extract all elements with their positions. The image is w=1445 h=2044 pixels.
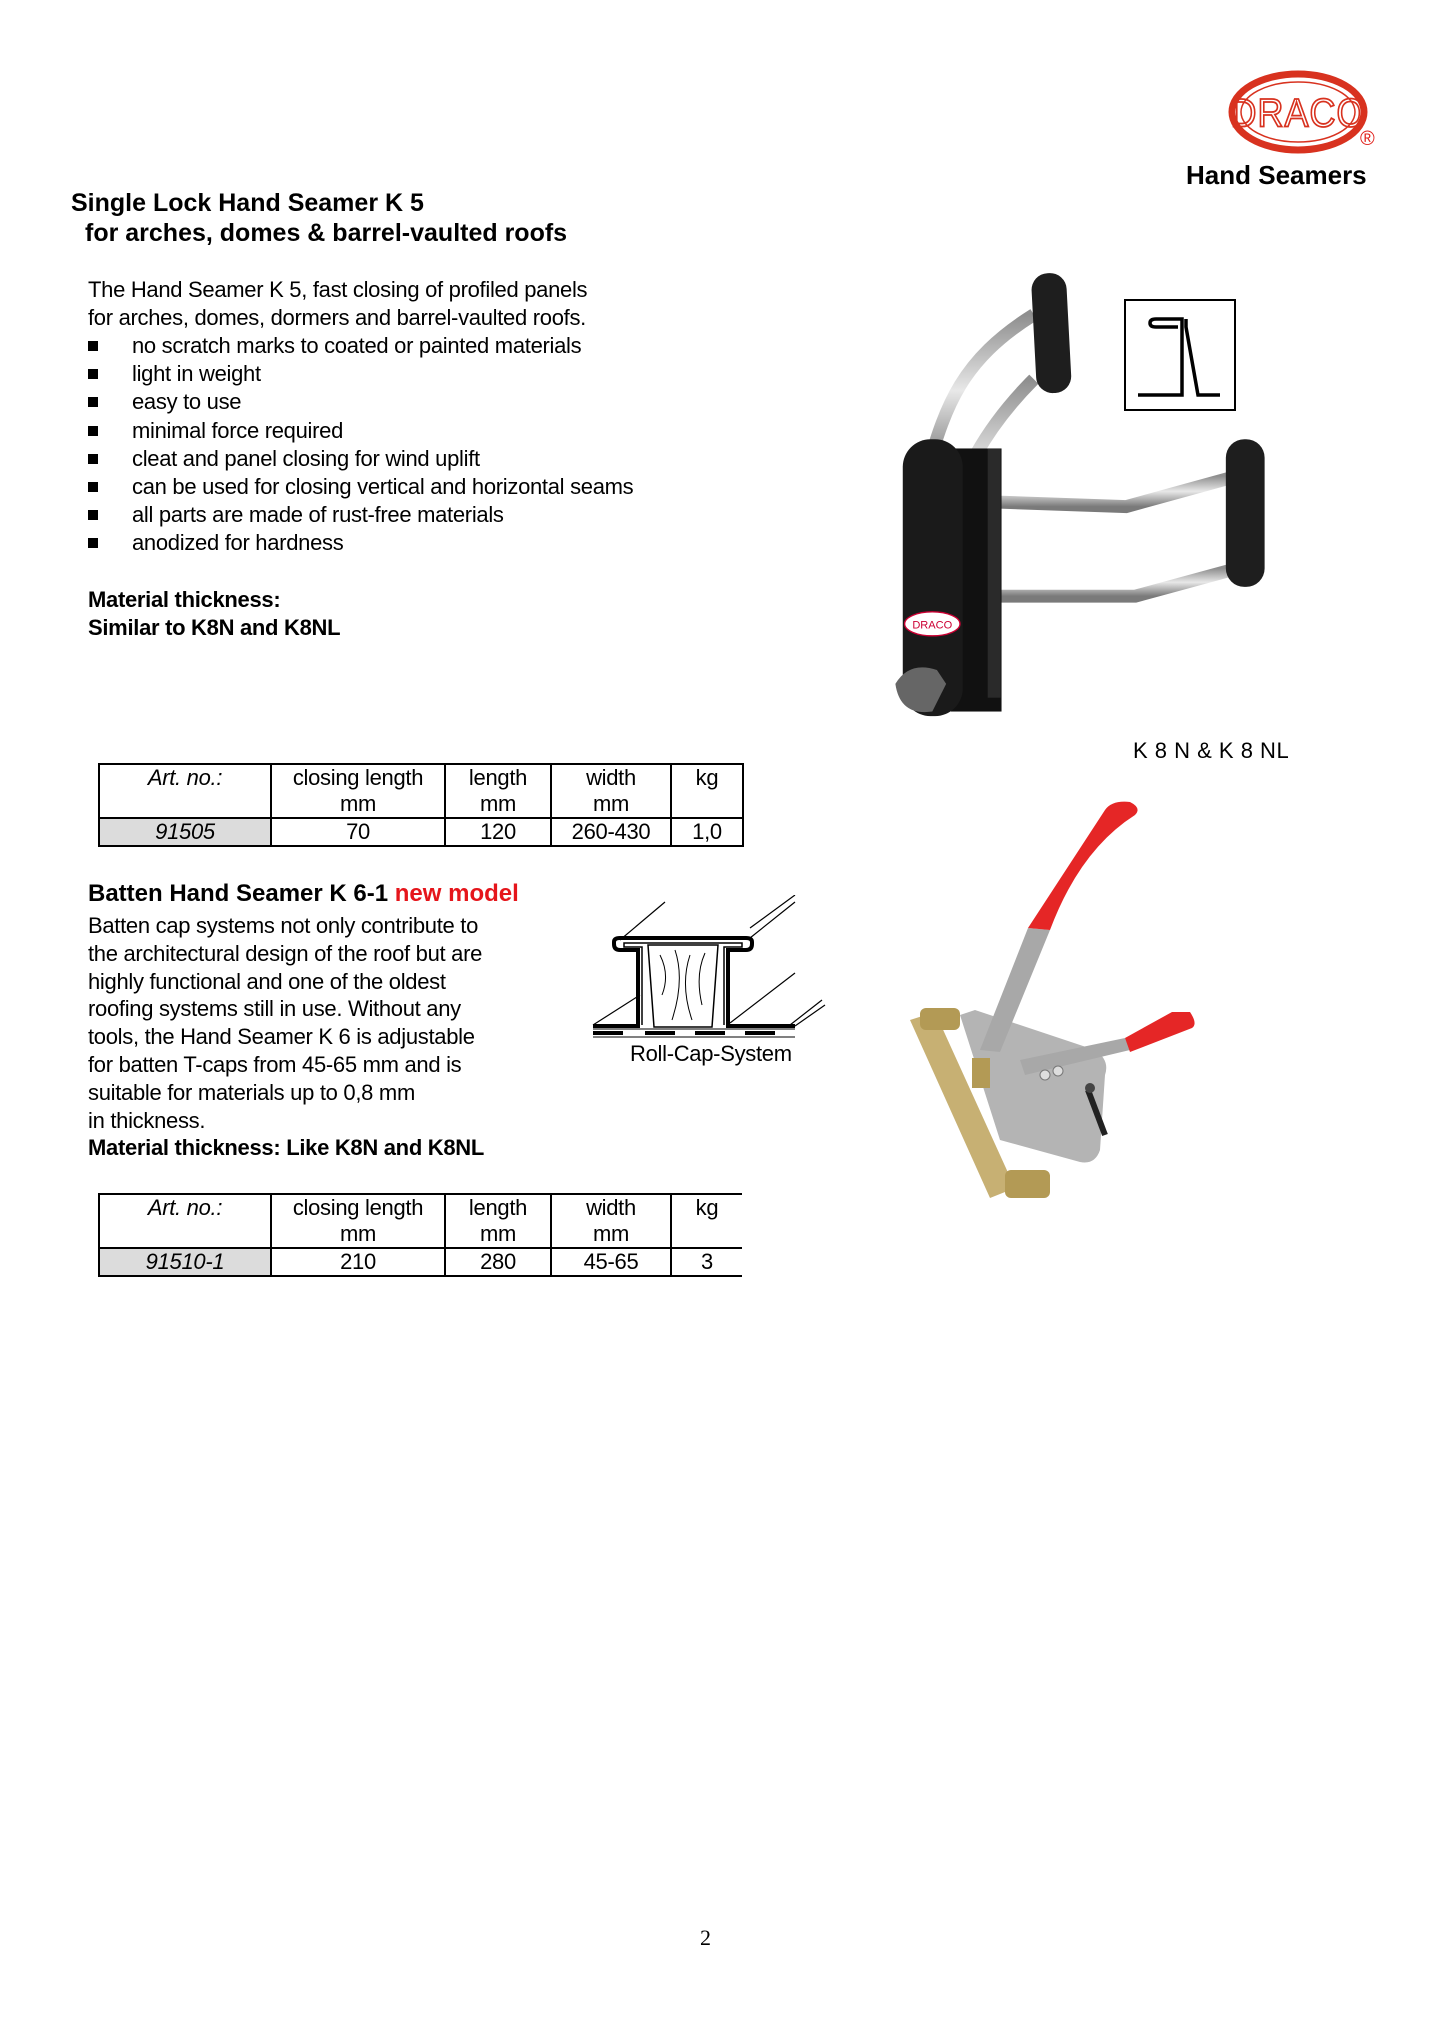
k5-intro-line: The Hand Seamer K 5, fast closing of profiled panels [88, 277, 588, 302]
header-art-no: Art. no.: [99, 764, 271, 818]
description-line: Batten cap systems not only contribute to [88, 913, 479, 938]
header-closing-length: closing length mm [271, 764, 445, 818]
svg-text:DRACO: DRACO [912, 619, 953, 632]
roll-cap-system-diagram [590, 895, 840, 1045]
brand-text: DRACO [1230, 91, 1366, 136]
header-length: length mm [445, 1194, 551, 1248]
square-bullet-icon [88, 397, 98, 407]
k8-image-caption: K 8 N & K 8 NL [1133, 738, 1290, 763]
header-width: width mm [551, 1194, 671, 1248]
list-item [88, 388, 633, 416]
cell-closing-length: 210 [271, 1248, 445, 1276]
header-kg: kg [671, 764, 743, 818]
description-line: for batten T-caps from 45-65 mm and is [88, 1051, 462, 1077]
cell-kg: 1,0 [671, 818, 743, 846]
feature-text: minimal force required [132, 417, 344, 443]
k5-heading [71, 188, 567, 248]
description-line: suitable for materials up to 0,8 mm [88, 1079, 415, 1105]
material-label: Material thickness: [88, 587, 281, 612]
table-header-row [99, 1194, 742, 1248]
k5-intro-line: for arches, domes, dormers and barrel-vaulted roofs. [88, 305, 586, 330]
description-line: roofing systems still in use. Without any [88, 996, 461, 1022]
cell-length: 120 [445, 818, 551, 846]
header-width: width mm [551, 764, 671, 818]
list-item [88, 501, 633, 529]
section-title: Hand Seamers [1186, 160, 1367, 190]
roll-cap-system-label: Roll-Cap-System [630, 1041, 792, 1066]
cell-art-no: 91510-1 [99, 1248, 271, 1276]
feature-text: cleat and panel closing for wind uplift [132, 445, 480, 471]
list-item [88, 473, 633, 501]
cell-length: 280 [445, 1248, 551, 1276]
k5-spec-table [98, 763, 744, 847]
header-kg: kg [671, 1194, 742, 1248]
k5-subtitle: for arches, domes & barrel-vaulted roofs [85, 219, 568, 247]
square-bullet-icon [88, 426, 98, 436]
list-item [88, 417, 633, 445]
k5-intro [88, 276, 587, 332]
k6-heading [88, 880, 519, 908]
cell-kg: 3 [671, 1248, 742, 1276]
square-bullet-icon [88, 454, 98, 464]
header-length: length mm [445, 764, 551, 818]
description-line: the architectural design of the roof but are [88, 940, 483, 966]
header-closing-length: closing length mm [271, 1194, 445, 1248]
k5-material-thickness [88, 586, 340, 642]
square-bullet-icon [88, 510, 98, 520]
table-header-row [99, 764, 743, 818]
square-bullet-icon [88, 369, 98, 379]
cell-art-no: 91505 [99, 818, 271, 846]
page-number: 2 [700, 1925, 711, 1950]
table-row [99, 818, 743, 846]
draco-logo [1228, 70, 1368, 154]
description-line: in thickness. [88, 1107, 206, 1133]
k5-feature-list [88, 332, 633, 558]
list-item [88, 529, 633, 557]
k8-hand-seamer-photo [840, 250, 1320, 730]
cell-width: 260-430 [551, 818, 671, 846]
square-bullet-icon [88, 538, 98, 548]
standing-seam-profile-icon [1124, 299, 1236, 411]
square-bullet-icon [88, 341, 98, 351]
feature-text: anodized for hardness [132, 530, 344, 556]
cell-closing-length: 70 [271, 818, 445, 846]
list-item [88, 445, 633, 473]
table-row [99, 1248, 742, 1276]
k5-title: Single Lock Hand Seamer K 5 [71, 189, 424, 217]
list-item [88, 360, 633, 388]
feature-text: no scratch marks to coated or painted materials [132, 333, 582, 358]
description-line: tools, the Hand Seamer K 6 is adjustable [88, 1024, 475, 1050]
registered-mark: ® [1360, 128, 1375, 150]
feature-text: can be used for closing vertical and horizontal seams [132, 474, 634, 500]
square-bullet-icon [88, 482, 98, 492]
k6-material-thickness: Material thickness: Like K8N and K8NL [88, 1135, 485, 1160]
list-item [88, 332, 633, 360]
header-art-no: Art. no.: [99, 1194, 271, 1248]
description-line: highly functional and one of the oldest [88, 968, 446, 994]
k6-description [88, 912, 482, 1134]
material-value: Similar to K8N and K8NL [88, 615, 341, 640]
k6-spec-table [98, 1193, 742, 1277]
feature-text: all parts are made of rust-free materials [132, 502, 504, 528]
feature-text: easy to use [132, 389, 242, 415]
cell-width: 45-65 [551, 1248, 671, 1276]
new-model-badge: new model [394, 880, 519, 907]
k6-batten-seamer-photo [880, 790, 1350, 1270]
feature-text: light in weight [132, 361, 261, 387]
k6-title: Batten Hand Seamer K 6-1 [88, 880, 389, 907]
